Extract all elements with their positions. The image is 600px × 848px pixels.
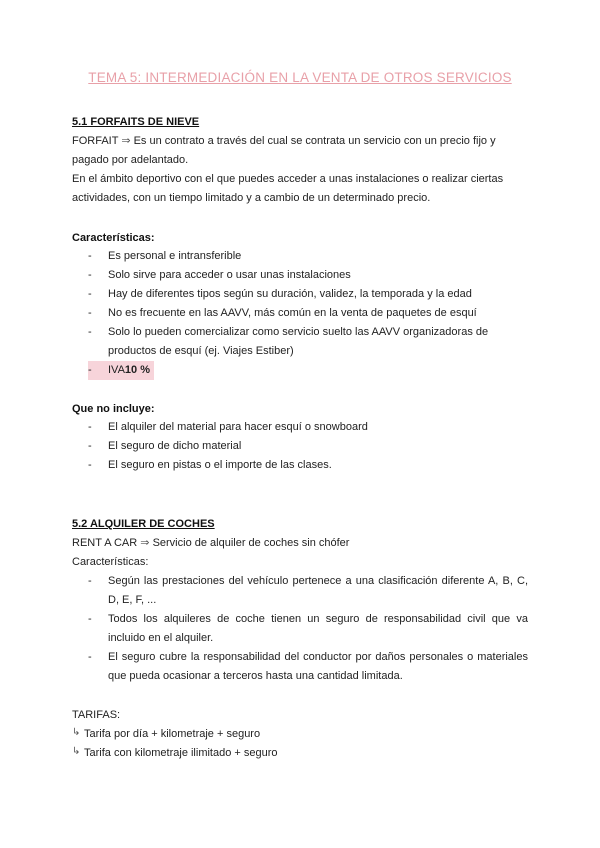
characteristics-heading: Características: <box>72 232 155 244</box>
rent-definition-text: Servicio de alquiler de coches sin chófer <box>152 537 350 549</box>
list-item: ↳ Tarifa con kilometraje ilimitado + seguro <box>72 744 532 763</box>
list-item-iva: - IVA10 % <box>88 361 528 380</box>
arrow-icon: ⇒ <box>121 135 131 147</box>
list-item: - El seguro cubre la responsabilidad del conductor por daños personales o materiales que pueda ocasionar a terceros hasta una cantidad limitada. <box>88 651 528 682</box>
list-item: - Es personal e intransferible <box>88 250 242 262</box>
forfait-definition-text: Es un contrato a través del cual se contrata un servicio con un precio fijo y pagado por adelantado. <box>72 135 496 166</box>
rent-a-car-definition <box>72 534 532 553</box>
list-item: - No es frecuente en las AAVV, más común en la venta de paquetes de esquí <box>88 307 477 319</box>
iva-label: IVA <box>108 364 125 376</box>
list-item: - Hay de diferentes tipos según su duración, validez, la temporada y la edad <box>88 288 472 300</box>
forfait-term: FORFAIT <box>72 135 119 147</box>
list-item: - Todos los alquileres de coche tienen un seguro de responsabilidad civil que va incluido en el alquiler. <box>88 613 528 644</box>
rent-characteristics-heading: Características: <box>72 556 149 568</box>
list-item: ↳ Tarifa por día + kilometraje + seguro <box>72 725 532 744</box>
section-heading-forfaits: 5.1 FORFAITS DE NIEVE <box>72 116 200 128</box>
return-arrow-icon: ↳ <box>72 746 81 757</box>
iva-value: 10 % <box>124 364 150 376</box>
arrow-icon: ⇒ <box>140 537 150 549</box>
list-item: - El alquiler del material para hacer esquí o snowboard <box>88 421 368 433</box>
list-item: - Solo lo pueden comercializar como servicio suelto las AAVV organizadoras de productos de esquí (ej. Viajes Estiber) <box>88 326 489 357</box>
forfait-paragraph: En el ámbito deportivo con el que puedes acceder a unas instalaciones o realizar ciertas actividades, con un tiempo limitado y a cambio de un determinado precio. <box>72 173 504 204</box>
list-item: - Según las prestaciones del vehículo pertenece a una clasificación diferente A, B, C, D, E, F, ... <box>88 575 528 606</box>
list-item: - Solo sirve para acceder o usar unas instalaciones <box>88 269 351 281</box>
tarifas-list <box>72 725 532 763</box>
excludes-heading: Que no incluye: <box>72 403 155 415</box>
tarifas-heading: TARIFAS: <box>72 709 121 721</box>
forfait-definition <box>72 132 532 170</box>
rent-characteristics-list <box>88 572 528 686</box>
list-item: - El seguro en pistas o el importe de las clases. <box>88 459 332 471</box>
return-arrow-icon: ↳ <box>72 727 81 738</box>
list-item: - El seguro de dicho material <box>88 440 242 452</box>
page-title: TEMA 5: INTERMEDIACIÓN EN LA VENTA DE OTROS SERVICIOS <box>88 70 512 85</box>
section-heading-alquiler: 5.2 ALQUILER DE COCHES <box>72 518 215 530</box>
excludes-list <box>88 418 528 475</box>
rent-term: RENT A CAR <box>72 537 138 549</box>
forfait-characteristics-list <box>88 247 528 380</box>
